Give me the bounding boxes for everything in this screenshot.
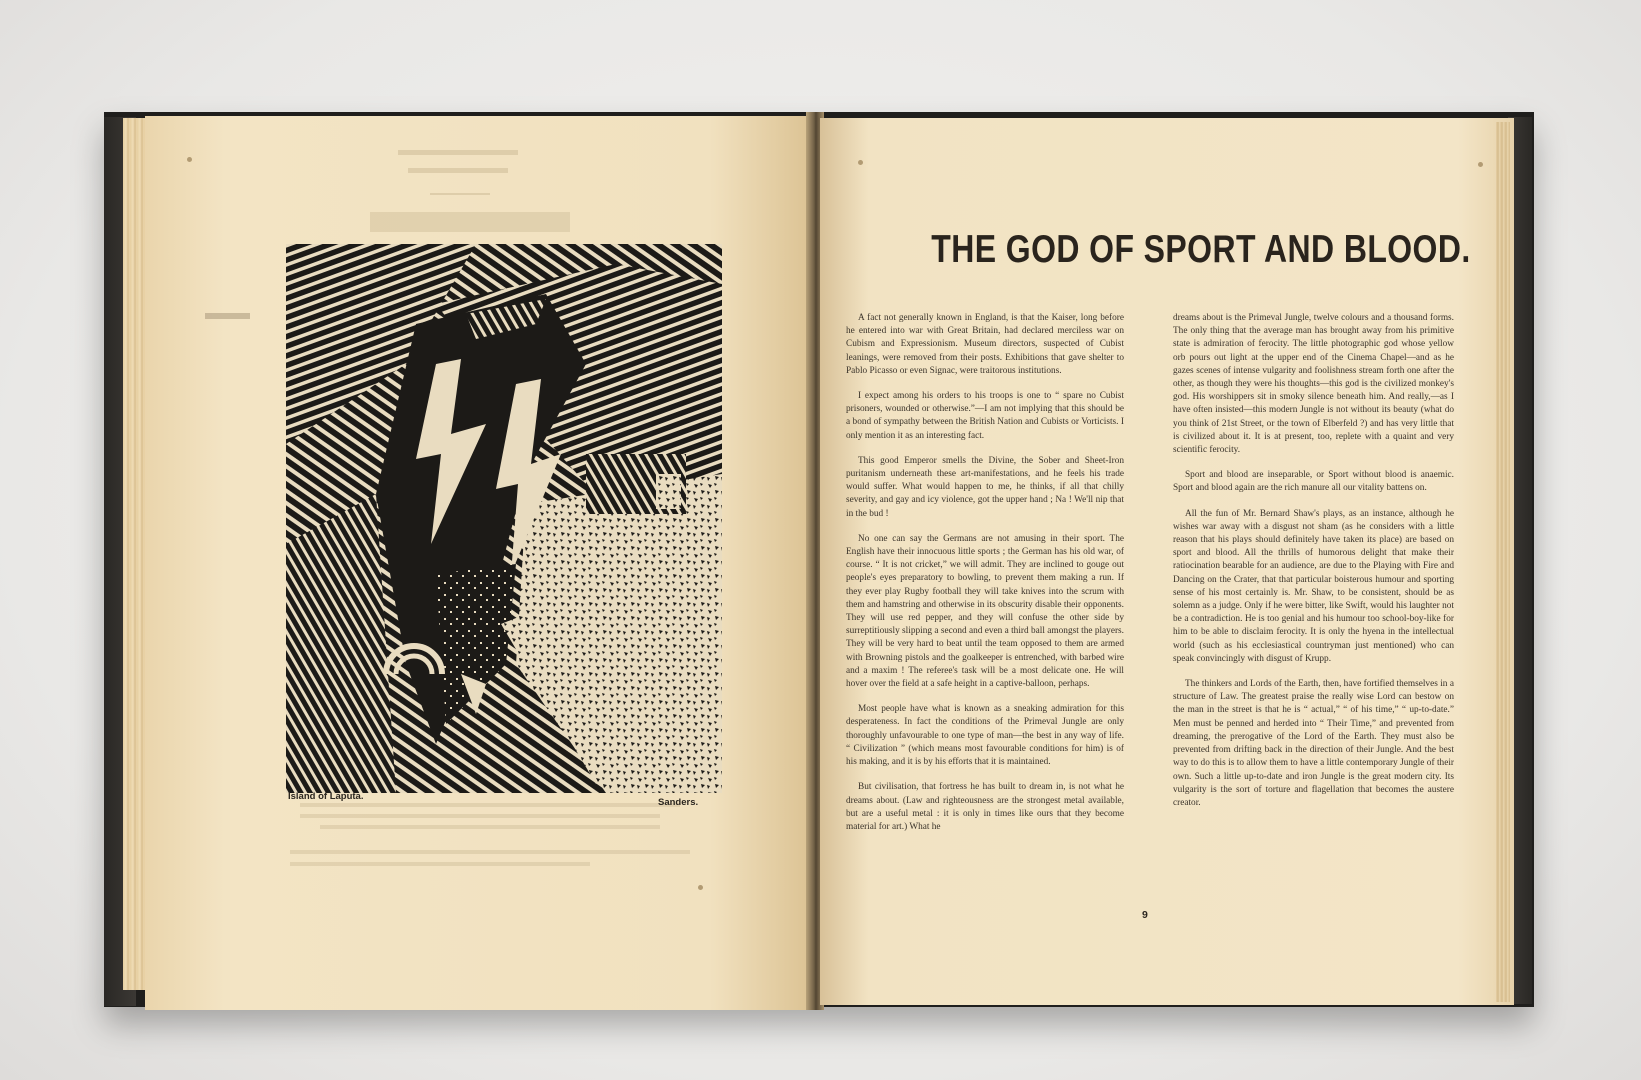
show-through-mark <box>300 814 660 818</box>
show-through-mark <box>290 850 690 854</box>
paragraph: I expect among his orders to his troops is one to “ spare no Cubist prisoners, wounded or otherwise.”—I am not implying that this should be a bond of sympathy between the British Nation and Cubists or Vorticists. I only mention it as an interesting fact. <box>846 391 1124 441</box>
show-through-mark <box>205 313 250 319</box>
page-speck <box>1478 162 1483 167</box>
show-through-mark <box>300 803 680 807</box>
woodcut-illustration <box>286 244 722 793</box>
page-speck <box>698 885 703 890</box>
show-through-mark <box>408 168 508 173</box>
paragraph: This good Emperor smells the Divine, the Sober and Sheet-Iron puritanism underneath these art-manifestations, and he feels his trade would suffer. What would happen to me, he thinks, if all that chilly severity, and gay and icy violence, got the upper hand ; Na ! We'll nip that in the bud ! <box>846 455 1124 519</box>
show-through-mark <box>370 212 570 232</box>
right-page-stack <box>1496 122 1510 1002</box>
article-column-right <box>1173 312 1454 822</box>
woodcut-caption-title: Island of Laputa. <box>288 791 364 802</box>
paragraph: Most people have what is known as a sneaking admiration for this desperateness. In fact the conditions of the Primeval Jungle are only thoroughly unfavourable to one type of man—the best in any way of life. “ Civilization ” (which means most favourable conditions for him) is of his making, and it is by his efforts that it is maintained. <box>846 704 1124 768</box>
page-number: 9 <box>1142 909 1148 921</box>
page-speck <box>187 157 192 162</box>
woodcut-artwork <box>286 244 722 793</box>
paragraph: The thinkers and Lords of the Earth, then, have fortified themselves in a structure of Law. The greatest praise the really wise Lord can bestow on the man in the street is that he is “ actual,” “ of his time,” “ up-to-date.” Men must be penned and herded into “ Their Time,” and prevented from dreaming, the prerogative of the Lord of the Earth. They must also be prevented from drifting back in the direction of their Jungle. And the best way to do this is to allow them to have a little contemporary Jungle of their own. Such a little up-to-date and iron Jungle is the great modern city. Its vulgarity is the sort of torture and flagellation that becomes the austere creator. <box>1173 679 1454 808</box>
paragraph: dreams about is the Primeval Jungle, twelve colours and a thousand forms. The only thing that the average man has brought away from his primitive state is admiration of ferocity. The little photographic god whose yellow orb pours out light at the upper end of the Cinema Chapel—and as he gazes scenes of intense vulgarity and foolishness stream forth one after the other, as though they were his thoughts—this god is the civilized monkey's god. His worshippers sit in smoky silence beneath him. And really,—as I have often insisted—this modern Jungle is not without its beauty (what do you think of 21st Street, or the town of Elberfeld ?) and has very little that is civilized about it. It is at present, too, replete with a quaint and very scientific ferocity. <box>1173 313 1454 456</box>
paragraph: Sport and blood are inseparable, or Sport without blood is anaemic. Sport and blood again are the rich manure all our vitality battens on. <box>1173 470 1454 494</box>
paragraph: No one can say the Germans are not amusing in their sport. The English have their innocuous little sports ; the German has his old war, of course. “ It is not cricket,” we will admit. They are inclined to gouge out people's eyes preparatory to bowling, to prevent them making a run. If they ever play Rugby football they will take knives into the scrum with them and hamstring and otherwise in its obscurity disable their opponents. They will use red pepper, and they will confuse the other side by surreptitiously slipping a second and even a third ball amongst the players. They will be very hard to beat until the team opposed to them are armed with Browning pistols and the goalkeeper is entrenched, with barbed wire and a maxim ! The referee's task will be a most delicate one. He will hover over the field at a safe height in a captive-balloon, perhaps. <box>846 533 1124 690</box>
page-speck <box>858 160 863 165</box>
show-through-mark <box>430 193 490 195</box>
paragraph: A fact not generally known in England, is that the Kaiser, long before he entered into war with Great Britain, had declared merciless war on Cubism and Expressionism. Museum directors, suspected of Cubist leanings, were removed from their posts. Exhibitions that gave shelter to Pablo Picasso or even Signac, were traitorous institutions. <box>846 313 1124 376</box>
show-through-mark <box>398 150 518 155</box>
show-through-mark <box>290 862 590 866</box>
paragraph: All the fun of Mr. Bernard Shaw's plays, as an instance, although he wishes war away with a disgust not sham (as he considers with a little reason that his plays should definitely have taken its place) are based on sport and blood. All the thrills of humorous delight that make their ratiocination bearable for an audience, are due to the Playing with Fire and Dancing on the Crater, that that particular boisterous humour and sporting sense of his most certainly is. Mr. Shaw, to be consistent, should be as solemn as a judge. Only if he were bitter, like Swift, would his laughter not be a contradiction. He is too genial and his humour too school-boy-like for him to be able to disclaim ferocity. It is only the hyena in the intellectual world (such as his ecclesiastical countryman just mentioned) who can speak convincingly with disgust of Krupp. <box>1173 508 1454 664</box>
article-column-left <box>846 312 1124 846</box>
show-through-mark <box>320 825 660 829</box>
paragraph: But civilisation, that fortress he has built to dream in, is not what he dreams about. (Law and righteousness are the strongest metal available, but are a useful metal : it is only in times like ours that they become material for art.) What he <box>846 782 1124 832</box>
article-title: THE GOD OF SPORT AND BLOOD. <box>931 228 1471 271</box>
woodcut-caption-artist: Sanders. <box>658 797 699 808</box>
